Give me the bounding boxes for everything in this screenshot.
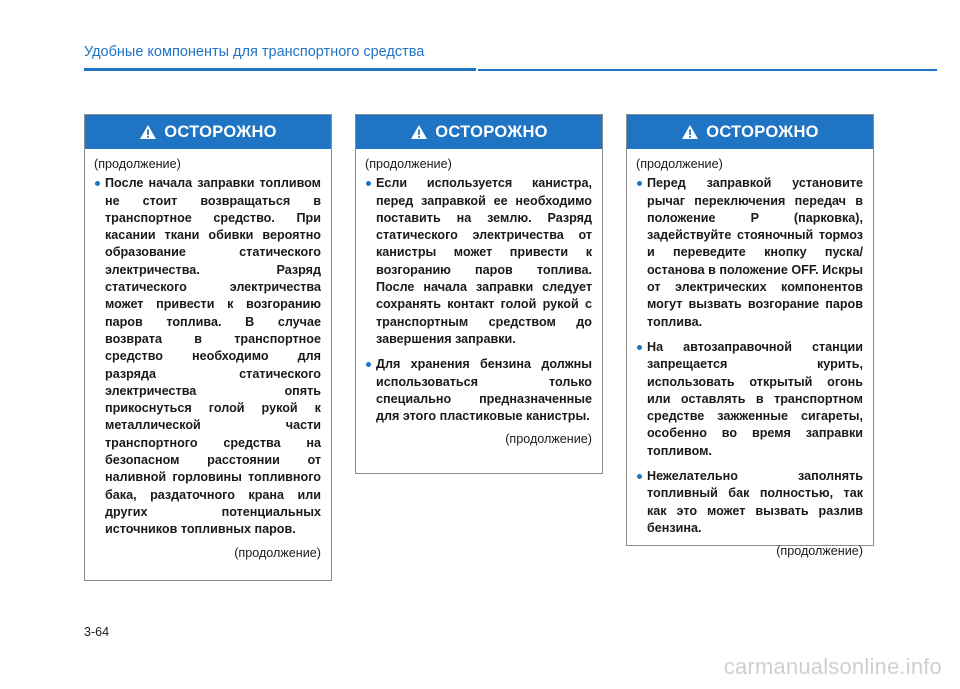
page-number: 3-64 [84,625,110,639]
continued-label: (продолжение) [94,157,181,171]
header-rule-thin [478,69,937,71]
warning-header [627,115,873,149]
warning-header [356,115,602,149]
warning-item: Перед заправкой установите рычаг переключения передач в положение P (парковка), задействуйте стояночный тормоз и переведите кнопку пуска/останова в положение OFF. Искры от электрических компонентов могут вызвать возгорание паров топлива. [636,175,863,331]
warning-item: Если используется канистра, перед заправкой ее необходимо поставить на землю. Разряд статического электричества от канистры может привести к возгоранию паров топлива. После начала заправки следует сохранять контакт голой рукой с транспортным средством до завершения заправки. [365,175,592,348]
warning-heading: ОСТОРОЖНО [706,122,819,141]
watermark: carmanualsonline.info [723,654,942,679]
warning-header [85,115,331,149]
warning-heading: ОСТОРОЖНО [435,122,548,141]
warning-item: После начала заправки топливом не стоит возвращаться в транспортное средство. При касании ткани обивки вероятно образование статического электричества. Разряд статического электричества может привести к возгоранию паров топлива. В случае возврата в транспортное средство необходимо для разряда статического электричества опять прикоснуться голой рукой к металлической части транспортного средства на безопасном расстоянии от наливной горловины топливного бака, раздаточного крана или других потенциальных источников топливных паров. [94,175,321,538]
continued-label: (продолжение) [365,157,452,171]
continued-label: (продолжение) [636,157,723,171]
warning-triangle-icon [410,124,428,140]
warning-item: Нежелательно заполнять топливный бак полностью, так как это может вызвать разлив бензина. [636,468,863,537]
warning-item: На автозаправочной станции запрещается курить, использовать открытый огонь или оставлять в транспортном средстве зажженные сигареты, особенно во время заправки топливом. [636,339,863,460]
warning-item: Для хранения бензина должны использоваться только специально предназначенные для этого пластиковые канистры. [365,356,592,425]
continued-label: (продолжение) [505,432,592,447]
warning-box-3 [626,114,874,559]
warning-box-2 [355,114,603,474]
section-title: Удобные компоненты для транспортного средства [84,44,425,60]
continued-label: (продолжение) [776,544,863,559]
warning-triangle-icon [681,124,699,140]
header-rule-thick [84,68,476,71]
warning-box-1 [84,114,332,581]
warning-triangle-icon [139,124,157,140]
warning-heading: ОСТОРОЖНО [164,122,277,141]
continued-label: (продолжение) [234,545,321,560]
